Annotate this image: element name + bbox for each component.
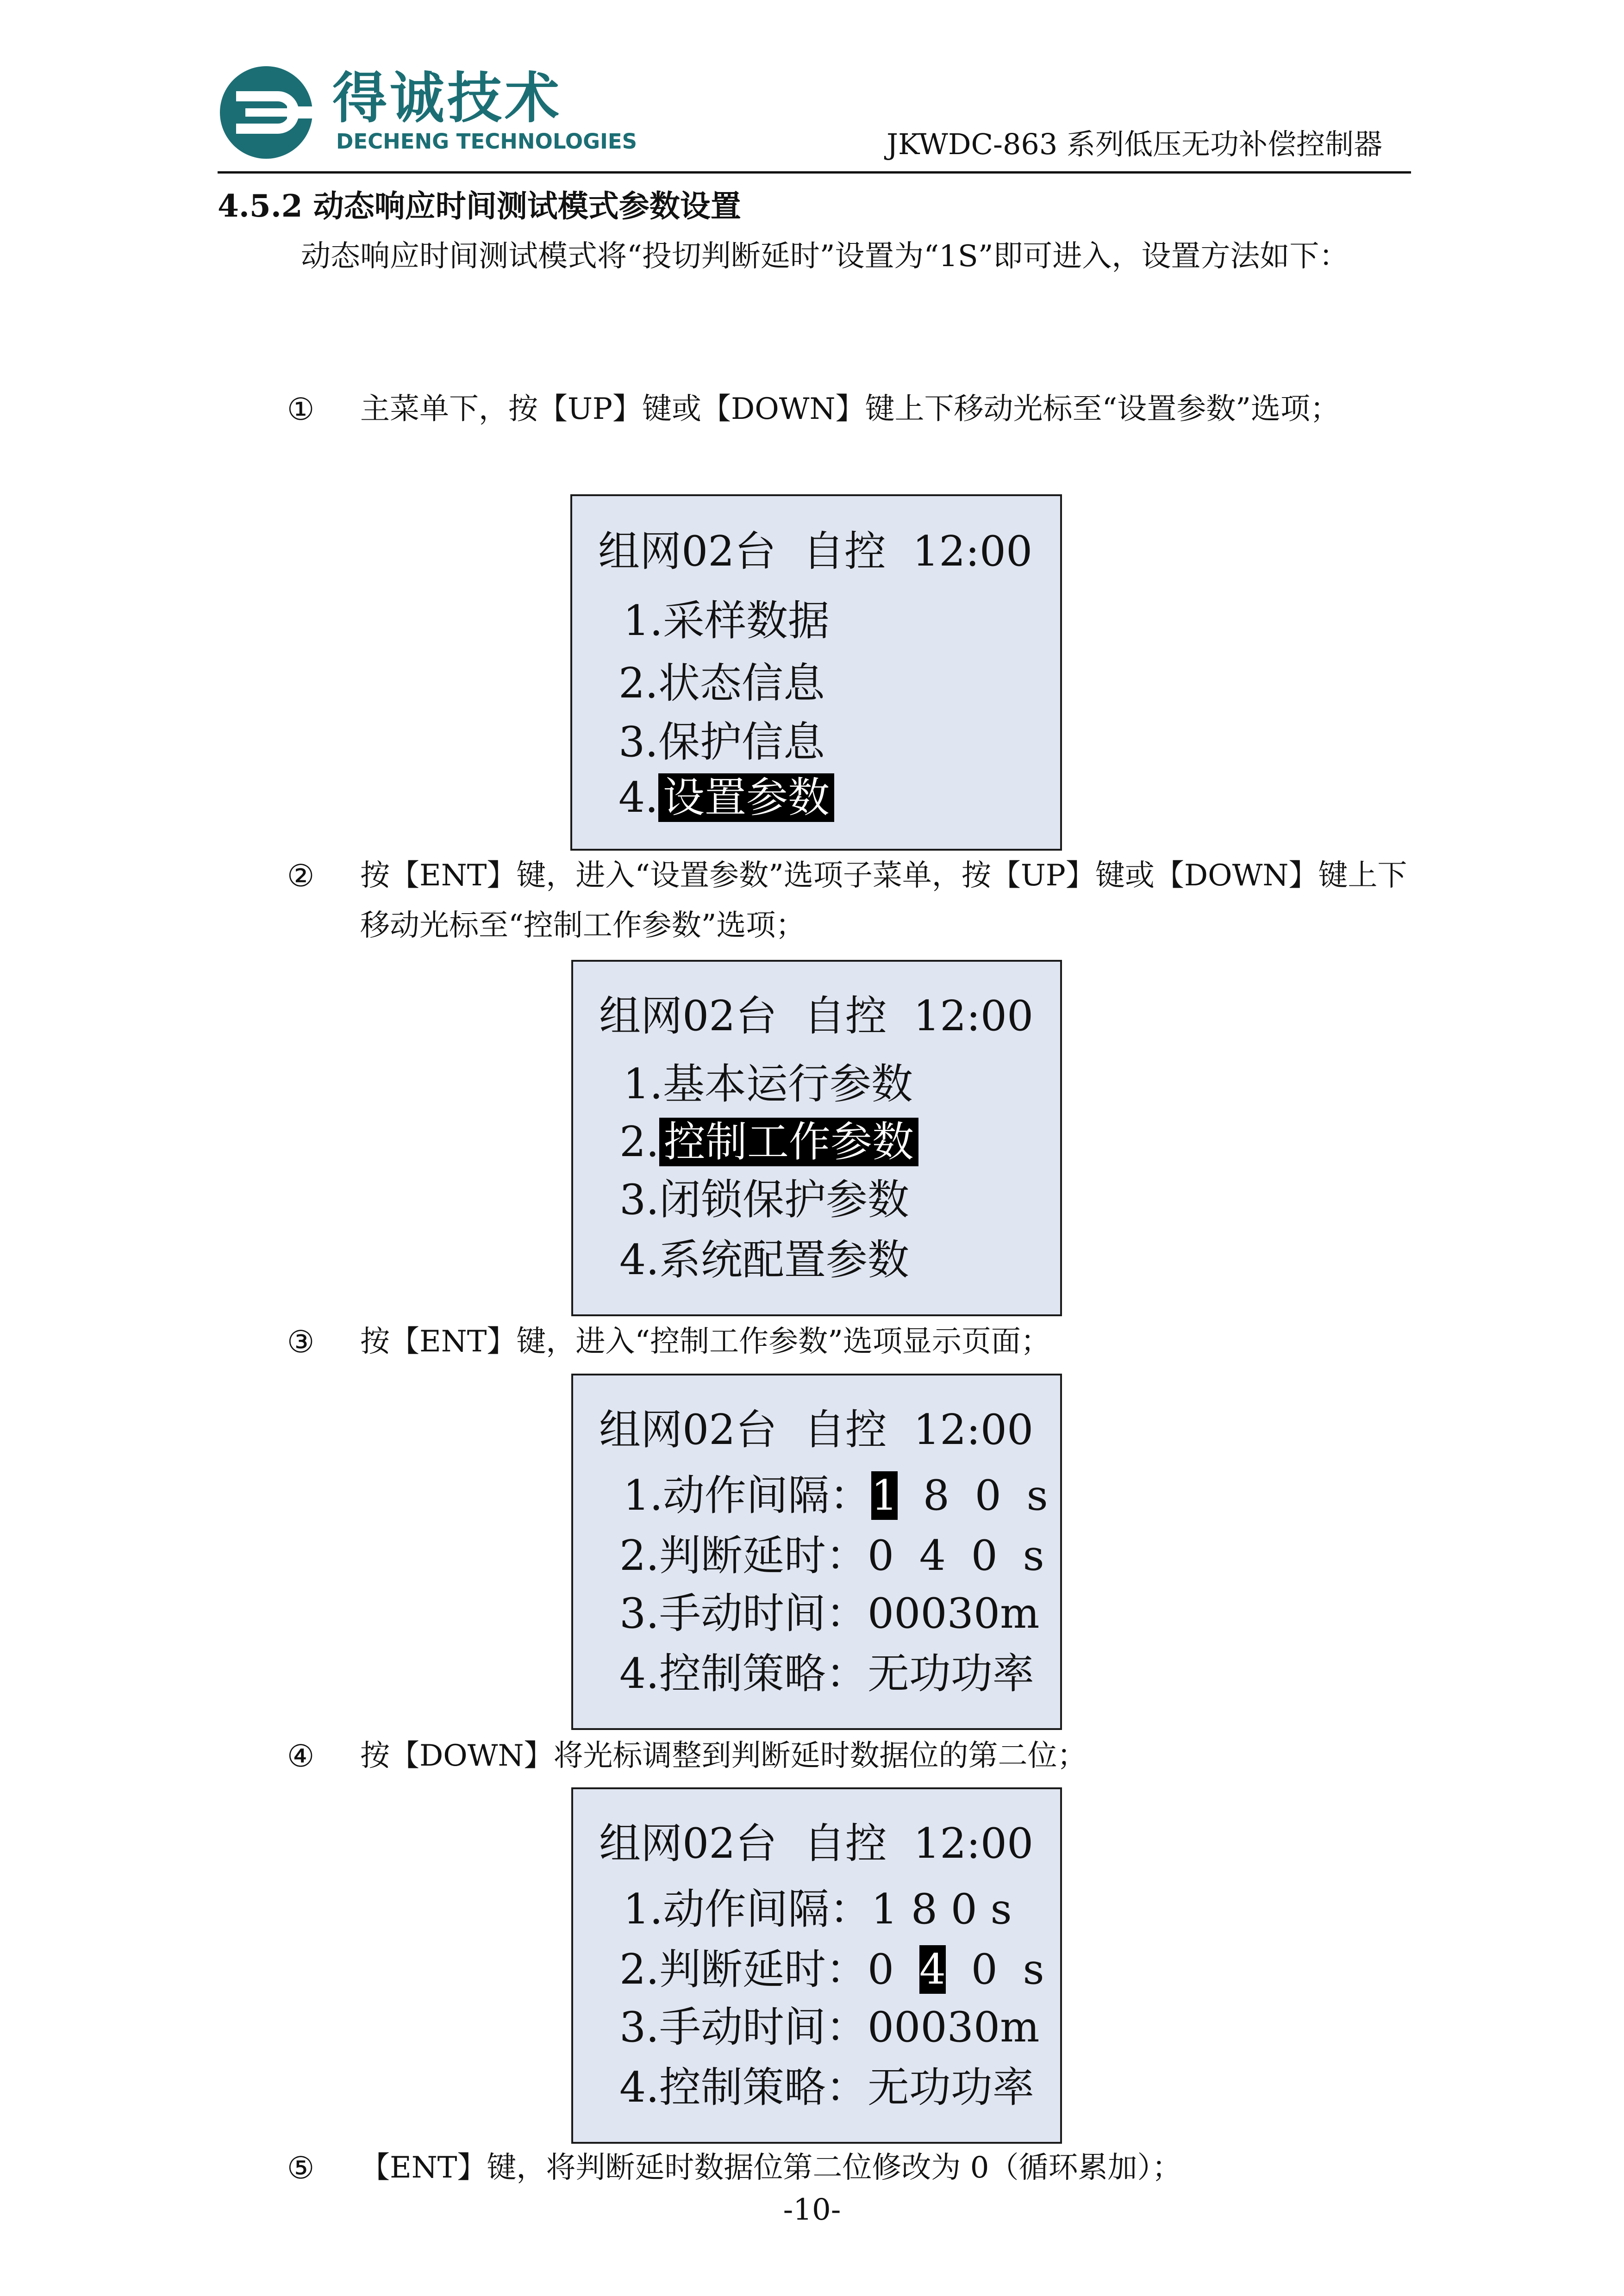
step-number: ① [287, 392, 315, 427]
param-action-interval[interactable]: 1.动作间隔：1 8 0 s [623, 1471, 1048, 1520]
intro-paragraph: 动态响应时间测试模式将“投切判断延时”设置为“1S”即可进入，设置方法如下： [301, 239, 1349, 274]
lcd-screen-main-menu [570, 494, 1062, 851]
lcd-screen-control-params-edit [571, 1787, 1062, 2144]
cursor-highlight: 控制工作参数 [659, 1118, 918, 1166]
step-number: ③ [287, 1324, 315, 1360]
step-text: 主菜单下，按【UP】键或【DOWN】键上下移动光标至“设置参数”选项； [360, 392, 1340, 426]
menu-item-basic-params[interactable]: 1.基本运行参数 [623, 1060, 913, 1108]
step-text: 按【DOWN】将光标调整到判断延时数据位的第二位； [360, 1739, 1087, 1773]
param-control-strategy[interactable]: 4.控制策略：无功功率 [619, 1649, 1034, 1698]
menu-item-lock-params[interactable]: 3.闭锁保护参数 [619, 1176, 909, 1224]
step-number: ⑤ [287, 2150, 315, 2186]
brand-logo-text: 得诚技术 [332, 66, 562, 130]
step-number: ④ [287, 1738, 315, 1774]
param-control-strategy[interactable]: 4.控制策略：无功功率 [619, 2063, 1034, 2112]
digit-cursor: 1 [871, 1471, 898, 1520]
page-number: -10- [783, 2193, 841, 2227]
brand-logo-english: DECHENG TECHNOLOGIES [336, 129, 637, 154]
step-text: 按【ENT】键，进入“控制工作参数”选项显示页面； [360, 1325, 1050, 1359]
lcd-screen-settings-menu [571, 960, 1062, 1316]
menu-item-status-info[interactable]: 2.状态信息 [618, 659, 825, 708]
menu-item-settings[interactable]: 4. 设置参数 [618, 770, 834, 826]
param-judge-delay[interactable]: 2.判断延时：0 4 0 s [619, 1945, 1044, 1994]
step-number: ② [287, 858, 315, 894]
lcd-status-bar: 组网02台 自控 12:00 [599, 1406, 1034, 1454]
step-text: 按【ENT】键，进入“设置参数”选项子菜单，按【UP】键或【DOWN】键上下移动光标至“控制工作参数”选项； [360, 859, 1407, 943]
section-heading: 4.5.2 动态响应时间测试模式参数设置 [218, 188, 741, 224]
menu-item-system-params[interactable]: 4.系统配置参数 [619, 1236, 909, 1284]
param-action-interval[interactable]: 1.动作间隔：1 8 0 s [623, 1885, 1012, 1934]
menu-item-control-params[interactable]: 2. 控制工作参数 [619, 1114, 918, 1170]
header-divider [218, 171, 1411, 174]
digit-cursor: 4 [919, 1945, 946, 1994]
lcd-status-bar: 组网02台 自控 12:00 [599, 992, 1034, 1040]
step-text: 【ENT】键，将判断延时数据位第二位修改为 0（循环累加）； [360, 2151, 1182, 2185]
lcd-screen-control-params [571, 1374, 1062, 1730]
menu-item-protection-info[interactable]: 3.保护信息 [618, 718, 825, 766]
lcd-status-bar: 组网02台 自控 12:00 [599, 1819, 1034, 1868]
menu-item-sampling-data[interactable]: 1.采样数据 [623, 597, 830, 645]
decheng-logo-icon [218, 64, 315, 161]
document-title: JKWDC-863 系列低压无功补偿控制器 [887, 127, 1382, 161]
param-manual-time[interactable]: 3.手动时间：00030m [619, 2003, 1040, 2052]
param-manual-time[interactable]: 3.手动时间：00030m [619, 1589, 1040, 1638]
lcd-status-bar: 组网02台 自控 12:00 [598, 527, 1033, 576]
param-judge-delay[interactable]: 2.判断延时：0 4 0 s [619, 1531, 1044, 1580]
cursor-highlight: 设置参数 [658, 773, 834, 822]
